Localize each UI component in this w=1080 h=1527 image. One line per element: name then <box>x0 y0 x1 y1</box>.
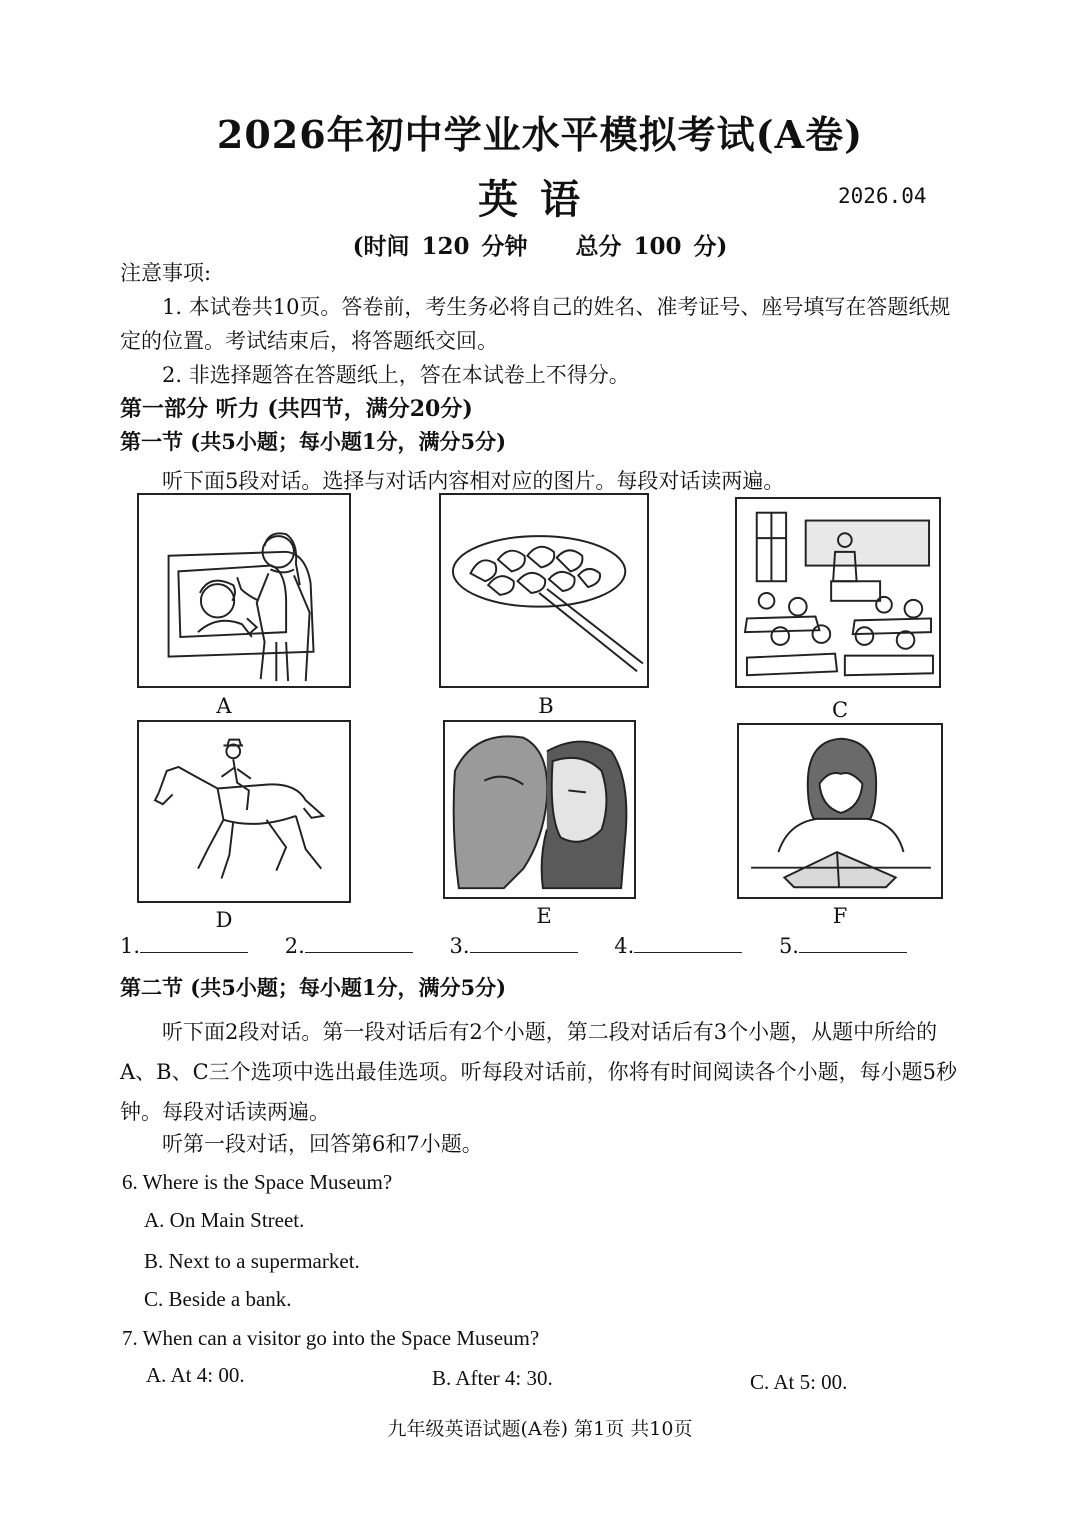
page-footer: 九年级英语试题(A卷) 第1页 共10页 <box>387 1418 693 1440</box>
picture-label-d: D <box>215 908 233 932</box>
picture-e <box>443 720 636 899</box>
picture-d <box>137 720 351 903</box>
answer-number: 5. <box>778 934 799 958</box>
picture-b <box>439 493 649 688</box>
subject-title: 英语 <box>478 176 602 223</box>
picture-label-e: E <box>536 904 552 928</box>
time-label: (时间 120 分钟 <box>352 233 528 260</box>
picture-label-f: F <box>832 904 848 928</box>
notice-item-1: 1. 本试卷共10页。答卷前，考生务必将自己的姓名、准考证号、座号填写在答题纸规定的位置。考试结束后，将答题纸交回。 <box>120 295 951 353</box>
picture-f <box>737 723 943 899</box>
section2-instruction: 听下面2段对话。第一段对话后有2个小题，第二段对话后有3个小题，从题中所给的A、B、C三个选项中选出最佳选项。听每段对话前，你将有时间阅读各个小题，每小题5秒钟。每段对话读两遍。 <box>120 1020 958 1124</box>
horse-riding-icon <box>139 722 349 901</box>
answer-blank-4[interactable] <box>634 932 742 953</box>
answer-blank-3[interactable] <box>470 932 578 953</box>
section2-sub-instruction: 听第一段对话，回答第6和7小题。 <box>162 1132 483 1156</box>
picture-label-b: B <box>538 694 554 718</box>
answer-number: 1. <box>120 934 141 958</box>
answer-blank-1[interactable] <box>140 932 248 953</box>
kiss-icon <box>445 722 634 897</box>
answer-blank-2[interactable] <box>305 932 413 953</box>
reading-girl-icon <box>739 725 941 897</box>
section2-heading: 第二节 (共5小题；每小题1分，满分5分) <box>120 975 507 1000</box>
picture-label-c: C <box>831 698 849 722</box>
answer-blank-5[interactable] <box>799 932 907 953</box>
answer-blanks <box>120 932 937 958</box>
question-6-stem: 6. Where is the Space Museum? <box>122 1170 393 1194</box>
picture-c <box>735 497 941 688</box>
section1-instruction: 听下面5段对话。选择与对话内容相对应的图片。每段对话读两遍。 <box>162 469 785 493</box>
picture-label-a: A <box>216 694 232 718</box>
car-conversation-icon <box>139 495 349 686</box>
picture-a <box>137 493 351 688</box>
answer-number: 2. <box>284 934 305 958</box>
answer-number: 3. <box>449 934 470 958</box>
notice-heading: 注意事项: <box>120 261 212 285</box>
question-7-stem: 7. When can a visitor go into the Space Museum? <box>122 1326 540 1350</box>
exam-title: 2026年初中学业水平模拟考试(A卷) <box>216 112 864 157</box>
question-6-option-c[interactable]: C. Beside a bank. <box>144 1287 292 1311</box>
part1-heading: 第一部分 听力 (共四节，满分20分) <box>120 396 473 422</box>
question-7-option-b[interactable]: B. After 4: 30. <box>432 1366 553 1390</box>
classroom-icon <box>737 499 939 686</box>
question-7-option-c[interactable]: C. At 5: 00. <box>750 1370 848 1394</box>
question-7-option-a[interactable]: A. At 4: 00. <box>146 1363 245 1387</box>
notice-item-2: 2. 非选择题答在答题纸上，答在本试卷上不得分。 <box>162 363 630 387</box>
section1-heading: 第一节 (共5小题；每小题1分，满分5分) <box>120 429 507 454</box>
dumplings-icon <box>441 495 647 686</box>
question-6-option-a[interactable]: A. On Main Street. <box>144 1208 305 1232</box>
score-label: 总分 100 分) <box>575 233 728 260</box>
answer-number: 4. <box>614 934 635 958</box>
question-6-option-b[interactable]: B. Next to a supermarket. <box>144 1249 360 1273</box>
exam-date: 2026.04 <box>838 184 927 208</box>
